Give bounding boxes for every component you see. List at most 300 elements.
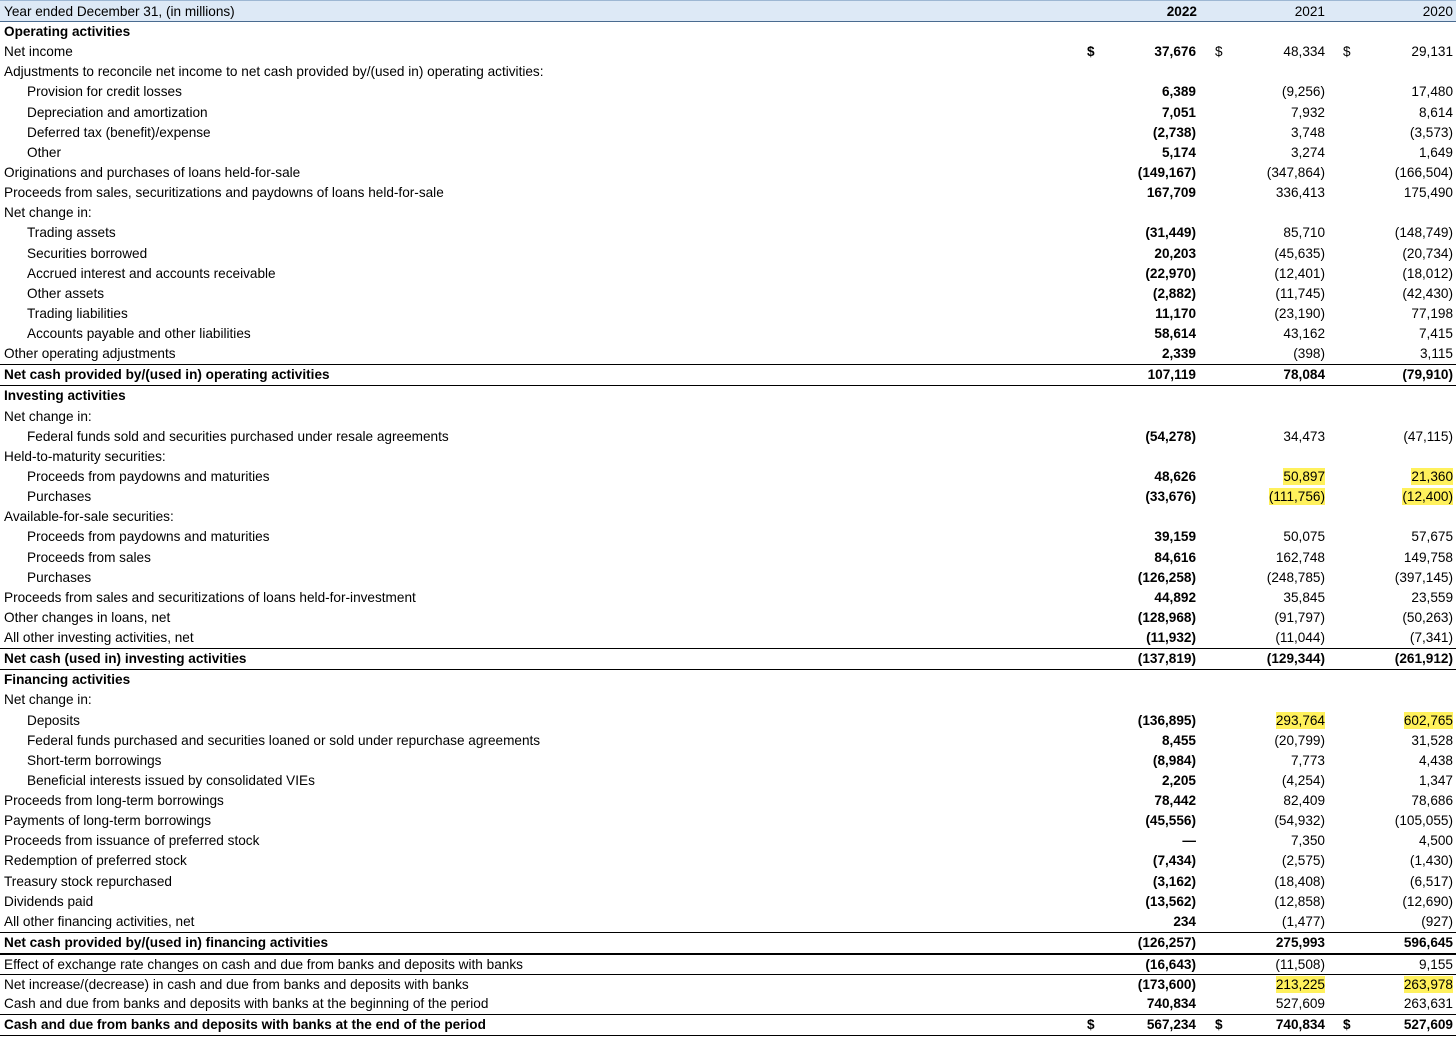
value-text: (3,573) <box>1409 124 1453 140</box>
table-row <box>0 588 1456 608</box>
value-2021 <box>1205 649 1325 669</box>
value-text: (8,984) <box>1152 752 1196 768</box>
value-text: (11,745) <box>1275 285 1325 301</box>
value-2020 <box>1333 994 1453 1014</box>
value-2020 <box>1333 467 1453 487</box>
row-label: Depreciation and amortization <box>27 104 208 120</box>
table-row <box>0 203 1456 223</box>
value-text: (149,167) <box>1137 164 1196 180</box>
row-label: Investing activities <box>4 388 126 404</box>
value-text: (20,799) <box>1274 732 1325 748</box>
value-2021 <box>1205 872 1325 892</box>
value-2020 <box>1333 103 1453 123</box>
value-text: 4,500 <box>1418 833 1453 849</box>
highlighted-value: 50,897 <box>1283 468 1325 484</box>
row-label: Proceeds from long-term borrowings <box>4 793 224 809</box>
value-text: (261,912) <box>1394 651 1453 667</box>
table-header-row <box>0 0 1456 22</box>
table-row <box>0 608 1456 628</box>
value-2022 <box>1076 851 1196 871</box>
value-2021 <box>1205 324 1325 344</box>
row-label: Redemption of preferred stock <box>4 853 187 869</box>
value-2022 <box>1076 608 1196 628</box>
table-row <box>0 568 1456 588</box>
value-text: (11,044) <box>1275 630 1325 646</box>
value-text: (173,600) <box>1137 977 1196 993</box>
value-text: 6,389 <box>1161 84 1196 100</box>
table-row <box>0 954 1456 974</box>
table-row <box>0 912 1456 932</box>
table-row <box>0 284 1456 304</box>
row-label: Proceeds from sales <box>27 549 151 565</box>
row-label: All other financing activities, net <box>4 913 195 929</box>
value-text: (12,690) <box>1402 893 1453 909</box>
value-text: 740,834 <box>1275 1017 1325 1033</box>
row-label: Net change in: <box>4 692 92 708</box>
value-text: (126,257) <box>1137 935 1196 951</box>
value-text: 35,845 <box>1283 589 1325 605</box>
value-2022 <box>1076 731 1196 751</box>
value-text: 11,170 <box>1155 305 1196 321</box>
value-text: (45,556) <box>1145 813 1196 829</box>
table-row <box>0 163 1456 183</box>
table-body <box>0 22 1456 1036</box>
value-2020 <box>1333 608 1453 628</box>
currency-symbol: $ <box>1215 1017 1223 1033</box>
value-text: 8,455 <box>1161 732 1196 748</box>
value-2021 <box>1205 955 1325 975</box>
value-text: 527,609 <box>1403 1017 1453 1033</box>
value-2021 <box>1205 892 1325 912</box>
table-row <box>0 62 1456 82</box>
value-text: (4,254) <box>1281 772 1325 788</box>
row-label: Beneficial interests issued by consolidated VIEs <box>27 772 315 788</box>
value-2021 <box>1205 344 1325 364</box>
value-text: (79,910) <box>1402 367 1453 383</box>
value-text: (2,575) <box>1281 853 1325 869</box>
value-2021 <box>1205 628 1325 648</box>
table-row <box>0 223 1456 243</box>
row-label: Cash and due from banks and deposits with banks at the end of the period <box>4 1017 486 1033</box>
value-text: 7,932 <box>1290 104 1325 120</box>
value-2021 <box>1205 751 1325 771</box>
value-2022 <box>1076 588 1196 608</box>
row-label: Federal funds sold and securities purchased under resale agreements <box>27 428 449 444</box>
value-text: (1,430) <box>1409 853 1453 869</box>
value-text: 234 <box>1173 913 1196 929</box>
value-2022 <box>1076 771 1196 791</box>
highlighted-value: (12,400) <box>1402 489 1453 505</box>
row-label: Securities borrowed <box>27 245 148 261</box>
value-text: 107,119 <box>1147 367 1196 383</box>
currency-symbol: $ <box>1215 44 1223 60</box>
value-2022 <box>1076 223 1196 243</box>
value-text: (2,738) <box>1152 124 1196 140</box>
value-text: 29,131 <box>1411 44 1453 60</box>
row-label: Accrued interest and accounts receivable <box>27 265 276 281</box>
value-text: (136,895) <box>1137 712 1196 728</box>
value-2022 <box>1076 103 1196 123</box>
value-2020 <box>1333 324 1453 344</box>
value-text: (18,012) <box>1402 265 1453 281</box>
value-2022 <box>1076 649 1196 669</box>
value-2021 <box>1205 608 1325 628</box>
value-2020 <box>1333 1015 1453 1035</box>
row-label: Short-term borrowings <box>27 752 162 768</box>
value-text: 44,892 <box>1154 589 1196 605</box>
value-2020 <box>1333 487 1453 507</box>
row-label: Effect of exchange rate changes on cash and due from banks and deposits with banks <box>4 957 523 973</box>
value-text: (137,819) <box>1137 651 1196 667</box>
value-text: 31,528 <box>1411 732 1453 748</box>
value-2020 <box>1333 568 1453 588</box>
value-text: 48,626 <box>1154 468 1196 484</box>
row-label: Other operating adjustments <box>4 346 176 362</box>
value-text: (105,055) <box>1394 813 1453 829</box>
value-text: 2,205 <box>1161 772 1196 788</box>
value-2021 <box>1205 527 1325 547</box>
row-label: Cash and due from banks and deposits with banks at the beginning of the period <box>4 996 489 1012</box>
table-row <box>0 628 1456 648</box>
value-2022 <box>1076 183 1196 203</box>
value-2022 <box>1076 42 1196 62</box>
value-2020 <box>1333 527 1453 547</box>
value-text: 37,676 <box>1154 44 1196 60</box>
value-text: 1,347 <box>1418 772 1453 788</box>
value-text: (129,344) <box>1266 651 1325 667</box>
value-text: (16,643) <box>1145 957 1196 973</box>
value-2020 <box>1333 912 1453 932</box>
value-2021 <box>1205 568 1325 588</box>
value-2022 <box>1076 831 1196 851</box>
value-2022 <box>1076 284 1196 304</box>
value-text: (347,864) <box>1266 164 1325 180</box>
table-row <box>0 974 1456 994</box>
value-text: (13,562) <box>1145 893 1196 909</box>
total-row <box>0 364 1456 386</box>
value-2021 <box>1205 831 1325 851</box>
value-text: 78,686 <box>1411 793 1453 809</box>
value-text: (248,785) <box>1266 569 1325 585</box>
row-label: Net change in: <box>4 408 92 424</box>
value-2022 <box>1076 791 1196 811</box>
value-text: 78,084 <box>1283 367 1325 383</box>
value-2022 <box>1076 568 1196 588</box>
value-2020 <box>1333 771 1453 791</box>
value-2022 <box>1076 933 1196 953</box>
table-row <box>0 264 1456 284</box>
table-row <box>0 731 1456 751</box>
value-2020 <box>1333 811 1453 831</box>
value-2022 <box>1076 487 1196 507</box>
table-row <box>0 811 1456 831</box>
total-row <box>0 932 1456 954</box>
value-2022 <box>1076 244 1196 264</box>
table-row <box>0 892 1456 912</box>
currency-symbol: $ <box>1087 1017 1095 1033</box>
table-row <box>0 82 1456 102</box>
value-text: — <box>1182 833 1196 849</box>
row-label: Net income <box>4 44 73 60</box>
value-text: (11,932) <box>1146 630 1196 646</box>
row-label: Treasury stock repurchased <box>4 873 172 889</box>
row-label: Purchases <box>27 489 92 505</box>
value-text: 275,993 <box>1275 935 1325 951</box>
highlighted-value: 263,978 <box>1403 977 1453 993</box>
value-2021 <box>1205 143 1325 163</box>
value-2022 <box>1076 548 1196 568</box>
year-header-2022: 2022 <box>1166 4 1197 19</box>
table-row <box>0 344 1456 364</box>
value-2021 <box>1205 123 1325 143</box>
row-label: Proceeds from sales, securitizations and paydowns of loans held-for-sale <box>4 185 444 201</box>
value-2021 <box>1205 851 1325 871</box>
value-2020 <box>1333 751 1453 771</box>
value-2020 <box>1333 892 1453 912</box>
value-2021 <box>1205 365 1325 385</box>
row-label: Deposits <box>27 712 80 728</box>
value-text: 78,442 <box>1154 793 1196 809</box>
value-text: (7,341) <box>1409 630 1453 646</box>
value-2020 <box>1333 649 1453 669</box>
year-header-2020: 2020 <box>1422 4 1453 19</box>
value-text: 3,115 <box>1419 346 1453 362</box>
value-2021 <box>1205 975 1325 995</box>
value-text: (2,882) <box>1152 285 1196 301</box>
value-2022 <box>1076 143 1196 163</box>
value-text: 740,834 <box>1146 996 1196 1012</box>
value-text: (31,449) <box>1145 225 1196 241</box>
value-2021 <box>1205 771 1325 791</box>
value-text: 57,675 <box>1411 529 1453 545</box>
value-text: 9,155 <box>1418 957 1453 973</box>
row-label: Other changes in loans, net <box>4 609 171 625</box>
row-label: Trading assets <box>27 225 116 241</box>
value-2020 <box>1333 284 1453 304</box>
row-label: Operating activities <box>4 24 131 39</box>
value-2020 <box>1333 82 1453 102</box>
table-row <box>0 771 1456 791</box>
value-2020 <box>1333 628 1453 648</box>
value-2020 <box>1333 975 1453 995</box>
table-row <box>0 487 1456 507</box>
value-text: 4,438 <box>1418 752 1453 768</box>
table-row <box>0 831 1456 851</box>
value-text: 58,614 <box>1154 326 1196 342</box>
value-2021 <box>1205 731 1325 751</box>
value-text: (54,278) <box>1145 428 1196 444</box>
value-2022 <box>1076 467 1196 487</box>
value-text: (397,145) <box>1394 569 1453 585</box>
value-text: 23,559 <box>1411 589 1453 605</box>
value-text: (54,932) <box>1274 813 1325 829</box>
value-text: (18,408) <box>1274 873 1325 889</box>
value-2022 <box>1076 892 1196 912</box>
value-text: 39,159 <box>1154 529 1196 545</box>
value-text: (50,263) <box>1402 609 1453 625</box>
value-text: 567,234 <box>1146 1017 1196 1033</box>
row-label: Financing activities <box>4 672 131 688</box>
value-2020 <box>1333 427 1453 447</box>
row-label: Provision for credit losses <box>27 84 182 100</box>
value-2021 <box>1205 103 1325 123</box>
value-2021 <box>1205 183 1325 203</box>
row-label: Deferred tax (benefit)/expense <box>27 124 211 140</box>
value-text: (398) <box>1293 346 1325 362</box>
value-text: (23,190) <box>1274 305 1325 321</box>
table-row <box>0 427 1456 447</box>
row-label: Adjustments to reconcile net income to net cash provided by/(used in) operating activities: <box>4 64 544 80</box>
value-text: 7,051 <box>1161 104 1196 120</box>
value-2020 <box>1333 588 1453 608</box>
value-2022 <box>1076 872 1196 892</box>
value-text: 85,710 <box>1283 225 1325 241</box>
value-text: 596,645 <box>1403 935 1453 951</box>
value-text: 20,203 <box>1154 245 1196 261</box>
value-text: (20,734) <box>1402 245 1453 261</box>
value-2020 <box>1333 831 1453 851</box>
value-2021 <box>1205 1015 1325 1035</box>
value-2021 <box>1205 711 1325 731</box>
table-row <box>0 690 1456 710</box>
row-label: Net change in: <box>4 205 92 221</box>
value-text: (3,162) <box>1152 873 1196 889</box>
value-2020 <box>1333 183 1453 203</box>
row-label: Accounts payable and other liabilities <box>27 326 251 342</box>
value-2021 <box>1205 244 1325 264</box>
row-label: Payments of long-term borrowings <box>4 813 212 829</box>
value-text: 50,075 <box>1283 529 1325 545</box>
table-row <box>0 994 1456 1014</box>
value-2020 <box>1333 872 1453 892</box>
section-header-row <box>0 386 1456 406</box>
value-text: 7,773 <box>1290 752 1325 768</box>
value-text: (9,256) <box>1281 84 1325 100</box>
value-text: 162,748 <box>1275 549 1325 565</box>
value-2021 <box>1205 912 1325 932</box>
value-2020 <box>1333 143 1453 163</box>
value-2020 <box>1333 851 1453 871</box>
value-text: 34,473 <box>1283 428 1325 444</box>
row-label: Available-for-sale securities: <box>4 509 174 525</box>
value-text: 167,709 <box>1146 185 1196 201</box>
value-text: (91,797) <box>1274 609 1325 625</box>
table-row <box>0 851 1456 871</box>
value-text: 77,198 <box>1411 305 1453 321</box>
header-title: Year ended December 31, (in millions) <box>4 4 235 19</box>
table-row <box>0 872 1456 892</box>
value-text: (126,258) <box>1137 569 1196 585</box>
table-row <box>0 183 1456 203</box>
value-2021 <box>1205 264 1325 284</box>
value-text: 149,758 <box>1403 549 1453 565</box>
value-2020 <box>1333 163 1453 183</box>
table-row <box>0 447 1456 467</box>
value-2020 <box>1333 933 1453 953</box>
value-text: (33,676) <box>1145 489 1196 505</box>
value-2021 <box>1205 588 1325 608</box>
row-label: Other assets <box>27 285 105 301</box>
row-label: Net increase/(decrease) in cash and due from banks and deposits with banks <box>4 977 469 993</box>
table-row <box>0 507 1456 527</box>
table-row <box>0 407 1456 427</box>
value-2022 <box>1076 264 1196 284</box>
value-text: (22,970) <box>1145 265 1196 281</box>
value-text: (11,508) <box>1275 957 1325 973</box>
row-label: Net cash (used in) investing activities <box>4 651 247 667</box>
value-2022 <box>1076 711 1196 731</box>
value-2021 <box>1205 284 1325 304</box>
row-label: Originations and purchases of loans held-for-sale <box>4 164 301 180</box>
currency-symbol: $ <box>1343 1017 1351 1033</box>
table-row <box>0 711 1456 731</box>
value-text: (128,968) <box>1137 609 1196 625</box>
value-2022 <box>1076 628 1196 648</box>
row-label: Dividends paid <box>4 893 94 909</box>
value-text: 7,415 <box>1418 326 1453 342</box>
row-label: Proceeds from issuance of preferred stock <box>4 833 260 849</box>
table-row <box>0 751 1456 771</box>
row-label: Net cash provided by/(used in) financing activities <box>4 935 329 951</box>
value-2020 <box>1333 791 1453 811</box>
value-text: (7,434) <box>1152 853 1196 869</box>
value-2020 <box>1333 365 1453 385</box>
row-label: All other investing activities, net <box>4 630 194 646</box>
highlighted-value: 602,765 <box>1403 712 1453 728</box>
value-text: (1,477) <box>1281 913 1325 929</box>
value-2021 <box>1205 82 1325 102</box>
table-row <box>0 548 1456 568</box>
currency-symbol: $ <box>1343 44 1351 60</box>
value-text: 82,409 <box>1283 793 1325 809</box>
table-row <box>0 467 1456 487</box>
table-row <box>0 304 1456 324</box>
row-label: Held-to-maturity securities: <box>4 448 166 464</box>
value-2022 <box>1076 1015 1196 1035</box>
value-2021 <box>1205 548 1325 568</box>
value-text: (47,115) <box>1403 428 1453 444</box>
value-2020 <box>1333 304 1453 324</box>
value-2020 <box>1333 548 1453 568</box>
value-text: 175,490 <box>1403 185 1453 201</box>
highlighted-value: (111,756) <box>1268 489 1325 505</box>
value-2020 <box>1333 344 1453 364</box>
value-2022 <box>1076 994 1196 1014</box>
value-2021 <box>1205 467 1325 487</box>
value-text: 336,413 <box>1275 185 1325 201</box>
value-text: (6,517) <box>1409 873 1453 889</box>
value-text: (927) <box>1421 913 1453 929</box>
value-2020 <box>1333 264 1453 284</box>
value-2022 <box>1076 344 1196 364</box>
value-2022 <box>1076 123 1196 143</box>
value-2021 <box>1205 994 1325 1014</box>
highlighted-value: 213,225 <box>1275 977 1325 993</box>
value-2022 <box>1076 82 1196 102</box>
value-2021 <box>1205 42 1325 62</box>
value-2022 <box>1076 751 1196 771</box>
row-label: Purchases <box>27 569 92 585</box>
value-text: 3,274 <box>1290 144 1325 160</box>
value-text: (42,430) <box>1402 285 1453 301</box>
value-text: (12,858) <box>1274 893 1325 909</box>
value-2022 <box>1076 912 1196 932</box>
value-2021 <box>1205 163 1325 183</box>
total-row <box>0 1014 1456 1036</box>
value-text: (148,749) <box>1394 225 1453 241</box>
value-text: 263,631 <box>1403 996 1453 1012</box>
value-text: 7,350 <box>1290 833 1325 849</box>
